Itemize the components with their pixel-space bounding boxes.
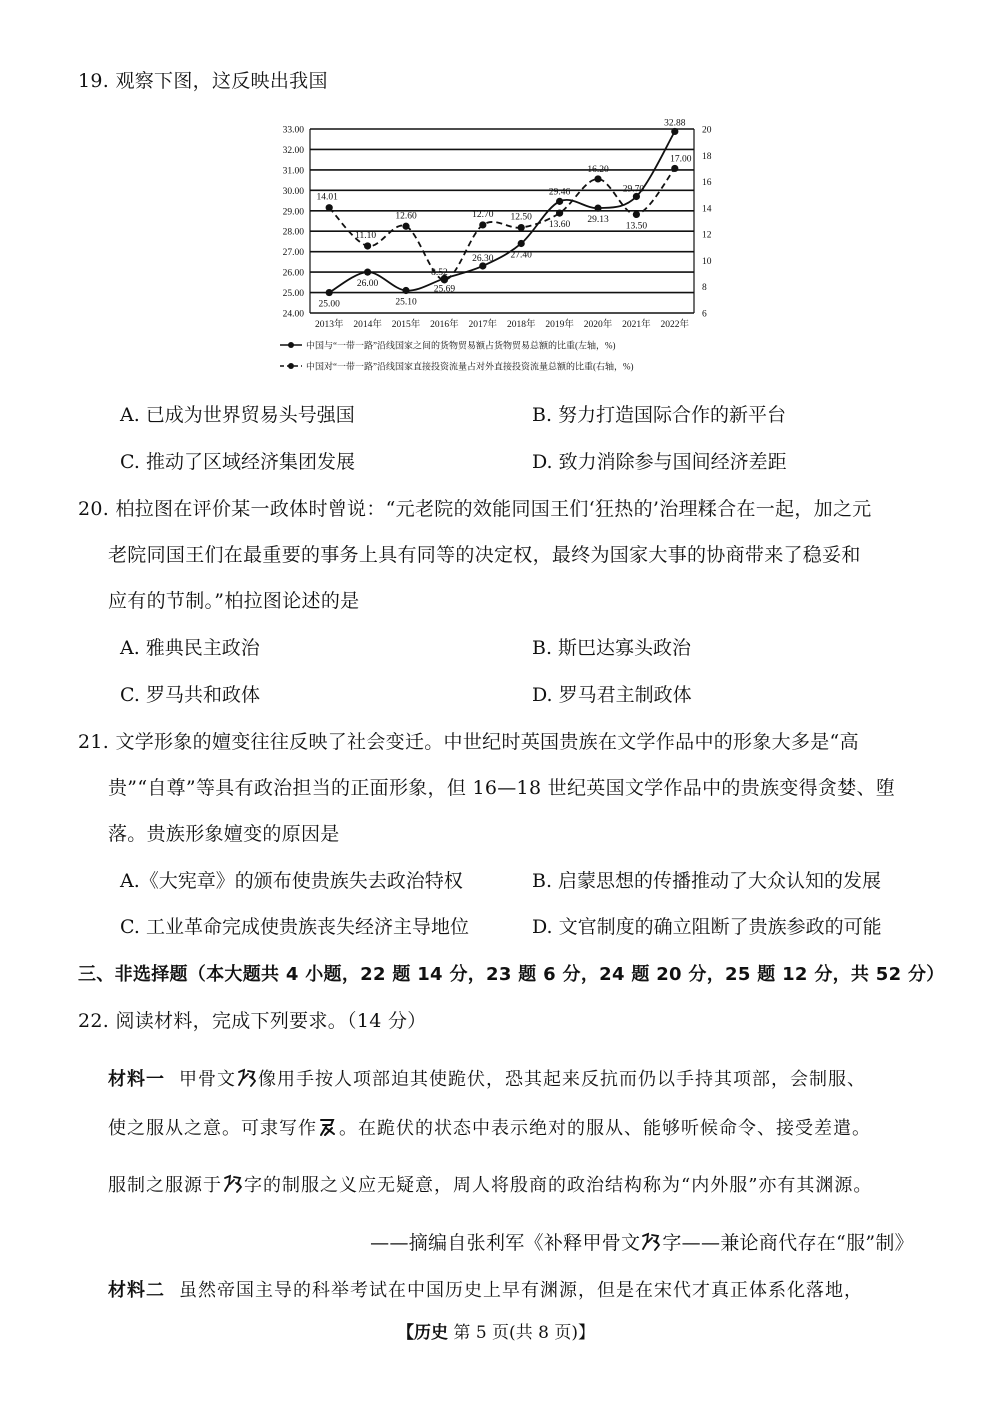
section-three-heading: 三、非选择题（本大题共 4 小题，22 题 14 分，23 题 6 分，24 题 20 分，25 题 12 分，共 52 分） [78,964,945,985]
q19-chart [268,116,738,381]
q21-stem-line3: 落。贵族形象嬗变的原因是 [108,823,340,845]
oracle-bone-glyph-icon [236,1068,258,1088]
investment-data-point [556,210,563,217]
trade-data-label: 25.00 [318,299,340,310]
x-tick-label: 2018年 [506,320,536,330]
left-tick-label: 26.00 [282,268,304,279]
x-tick-label: 2014年 [353,320,382,330]
q19-option-c[interactable]: C. 推动了区域经济集团发展 [120,451,355,473]
right-tick-label: 18 [702,151,712,162]
left-tick-label: 33.00 [282,125,304,136]
clerical-glyph-icon [317,1117,339,1137]
right-tick-label: 16 [702,178,712,189]
investment-data-label: 12.60 [395,211,417,222]
chart-series [326,128,679,296]
investment-data-label: 13.50 [625,221,648,232]
investment-data-point [479,221,486,228]
material-one-line3 [108,1171,872,1197]
material-one-text-c: 使之服从之意。可隶写作 [108,1118,317,1139]
material-one-text-e: 服制之服源于 [108,1175,222,1196]
source-text-b: 字——兼论商代存在“服”制》 [662,1232,914,1254]
left-tick-label: 29.00 [282,207,304,218]
trade-data-point [326,289,333,296]
legend-entry: 中国对“一带一路”沿线国家直接投资流量占对外直接投资流量总额的比重(右轴，%) [306,361,634,372]
legend-entry: 中国与“一带一路”沿线国家之间的货物贸易额占货物贸易总额的比重(左轴，%) [306,340,616,351]
investment-data-label: 12.50 [510,212,532,223]
q21-stem-line1: 21. 文学形象的嬗变往往反映了社会变迁。中世纪时英国贵族在文学作品中的形象大多是“高 [78,731,859,753]
x-tick-label: 2017年 [468,320,498,330]
investment-data-label: 17.00 [670,154,692,165]
left-tick-label: 27.00 [282,248,304,259]
chart-legend [280,340,633,373]
trade-data-point [402,287,409,294]
investment-data-label: 8.52 [431,267,448,278]
q20-option-d[interactable]: D. 罗马君主制政体 [532,684,692,706]
footer-subject: 【历史 [397,1323,449,1343]
material-one-source [370,1228,914,1255]
left-tick-label: 24.00 [282,309,304,320]
material-two-text: 虽然帝国主导的科举考试在中国历史上早有渊源，但是在宋代才真正体系化落地， [179,1280,863,1301]
left-axis-ticks [283,126,305,320]
q20-stem-line2: 老院同国王们在最重要的事务上具有同等的决定权，最终为国家大事的协商带来了稳妥和 [108,544,861,566]
material-one-line2 [108,1114,871,1140]
right-tick-label: 14 [702,204,712,215]
x-tick-label: 2019年 [545,320,574,330]
investment-data-point [594,175,601,182]
x-tick-label: 2021年 [622,320,651,330]
right-axis-ticks [702,126,712,320]
oracle-bone-glyph-icon [222,1174,244,1194]
trade-data-label: 25.10 [395,297,417,308]
q19-option-d[interactable]: D. 致力消除参与国间经济差距 [532,451,787,473]
legend-marker [288,342,294,348]
trade-data-label: 29.13 [587,215,609,226]
oracle-bone-glyph-icon [640,1232,662,1252]
material-two-label: 材料二 [108,1280,165,1301]
q21-option-b[interactable]: B. 启蒙思想的传播推动了大众认知的发展 [532,870,882,892]
trade-data-label: 32.88 [664,118,686,129]
investment-data-point [326,204,333,211]
x-tick-label: 2016年 [430,320,459,330]
left-tick-label: 25.00 [282,289,304,300]
trade-data-point [556,198,563,205]
trade-data-point [364,269,371,276]
x-tick-label: 2013年 [314,320,344,330]
investment-data-label: 13.60 [548,220,571,231]
investment-data-label: 16.20 [587,164,609,175]
material-one-text-d: 。在跪伏的状态中表示绝对的服从、能够听候命令、接受差遣。 [339,1118,871,1139]
investment-data-label: 11.10 [355,230,377,241]
trade-data-label: 27.40 [510,250,532,261]
trade-data-point [594,205,601,212]
investment-data-label: 14.01 [316,192,338,203]
investment-data-point [518,224,525,231]
trade-data-label: 29.46 [548,187,571,198]
left-tick-label: 32.00 [282,145,304,156]
investment-data-point [633,211,640,218]
source-text-a: ——摘编自张利军《补释甲骨文 [370,1232,641,1254]
right-tick-label: 20 [702,125,712,136]
right-tick-label: 8 [702,283,707,294]
x-axis-ticks [315,318,690,330]
investment-data-point [402,223,409,230]
x-tick-label: 2015年 [391,320,421,330]
trade-series-line [329,131,675,295]
material-two-line1 [108,1276,863,1302]
q19-option-a[interactable]: A. 已成为世界贸易头号强国 [120,404,355,426]
material-one-line1 [108,1065,866,1091]
right-tick-label: 10 [702,256,712,267]
right-tick-label: 12 [702,230,712,241]
left-tick-label: 30.00 [282,186,304,197]
legend-marker [288,363,294,369]
trade-data-point [671,128,678,135]
q20-stem-line3: 应有的节制。”柏拉图论述的是 [108,590,360,612]
footer-page-number: 第 5 页(共 8 页)】 [448,1323,595,1343]
q20-stem-line1: 20. 柏拉图在评价某一政体时曾说：“元老院的效能同国王们‘狂热的’治理糅合在一起，加之元 [78,498,872,520]
x-tick-label: 2020年 [583,320,613,330]
q21-option-d[interactable]: D. 文官制度的确立阻断了贵族参政的可能 [532,916,882,938]
q22-stem: 22. 阅读材料，完成下列要求。（14 分） [78,1010,427,1032]
material-one-text-a: 甲骨文 [179,1069,236,1090]
investment-data-point [364,242,371,249]
q20-option-a[interactable]: A. 雅典民主政治 [120,637,260,659]
trade-data-label: 26.30 [472,253,494,264]
q19-stem: 19. 观察下图，这反映出我国 [78,70,328,92]
q20-option-c[interactable]: C. 罗马共和政体 [120,684,260,706]
trade-data-label: 26.00 [356,279,379,290]
trade-data-label: 25.69 [433,284,456,295]
investment-data-label: 12.70 [472,209,494,220]
right-tick-label: 6 [702,309,707,320]
material-one-label: 材料一 [108,1069,165,1090]
trade-data-point [518,240,525,247]
page-footer [0,1318,992,1343]
investment-data-point [671,165,678,172]
left-tick-label: 31.00 [282,166,304,177]
left-tick-label: 28.00 [282,227,304,238]
material-one-text-b: 像用手按人项部迫其使跪伏，恐其起来反抗而仍以手持其项部，会制服、 [258,1069,866,1090]
x-tick-label: 2022年 [660,320,690,330]
material-one-text-f: 字的制服之义应无疑意，周人将殷商的政治结构称为“内外服”亦有其渊源。 [244,1175,873,1196]
trade-data-label: 29.70 [622,184,645,195]
q19-option-b[interactable]: B. 努力打造国际合作的新平台 [532,404,787,426]
q21-option-c[interactable]: C. 工业革命完成使贵族丧失经济主导地位 [120,916,469,938]
q21-stem-line2: 贵”“自尊”等具有政治担当的正面形象，但 16—18 世纪英国文学作品中的贵族变得贪婪、堕 [108,777,896,799]
q21-option-a[interactable]: A.《大宪章》的颁布使贵族失去政治特权 [120,870,463,892]
q20-option-b[interactable]: B. 斯巴达寡头政治 [532,637,692,659]
